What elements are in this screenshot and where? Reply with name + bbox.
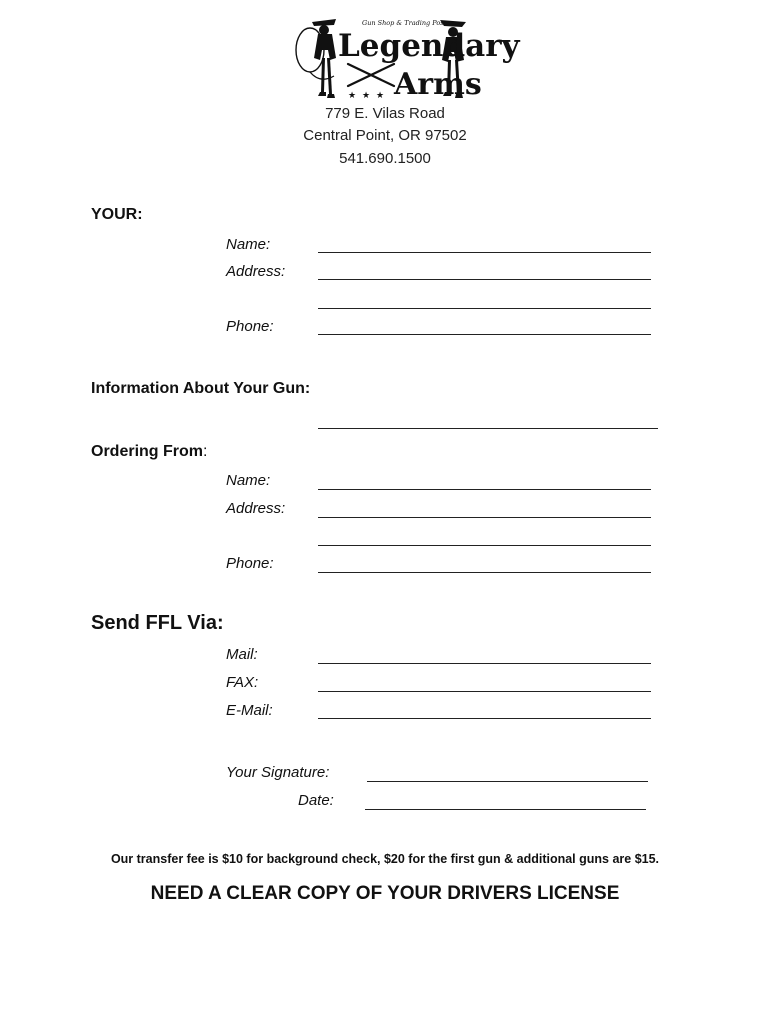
send-ffl-heading: Send FFL Via: xyxy=(91,612,224,634)
stars-icon xyxy=(348,91,384,101)
store-city: Central Point, OR 97502 xyxy=(303,127,467,144)
store-street: 779 E. Vilas Road xyxy=(325,105,445,122)
ordering-name-field[interactable] xyxy=(318,489,651,490)
store-logo xyxy=(290,14,520,102)
logo-name-line1: Legendary xyxy=(338,28,520,64)
crossed-rifles-icon xyxy=(348,64,394,86)
svg-text:★: ★ xyxy=(348,91,357,101)
date-label: Date: xyxy=(298,792,334,809)
signature-field[interactable] xyxy=(367,781,648,782)
ordering-from-heading xyxy=(91,443,207,461)
your-address-field-line2[interactable] xyxy=(318,308,651,309)
logo-graphic xyxy=(290,14,520,102)
date-field[interactable] xyxy=(365,809,646,810)
ordering-address-label: Address: xyxy=(226,500,286,517)
your-name-label: Name: xyxy=(226,236,271,253)
your-phone-field[interactable] xyxy=(318,334,651,335)
your-phone-label: Phone: xyxy=(226,318,274,335)
ffl-mail-label: Mail: xyxy=(226,646,258,663)
ordering-from-heading-colon: : xyxy=(203,443,208,460)
your-address-label: Address: xyxy=(226,263,286,280)
ffl-mail-field[interactable] xyxy=(318,663,651,664)
logo-name-line2: Arms xyxy=(394,67,482,102)
your-heading: YOUR: xyxy=(91,206,143,223)
ordering-address-field-line2[interactable] xyxy=(318,545,651,546)
ordering-name-label: Name: xyxy=(226,472,271,489)
ffl-fax-label: FAX: xyxy=(226,674,259,691)
signature-label: Your Signature: xyxy=(226,764,330,781)
your-address-field[interactable] xyxy=(318,279,651,280)
svg-text:★: ★ xyxy=(362,91,371,101)
store-phone: 541.690.1500 xyxy=(339,150,431,167)
logo-tagline: Gun Shop & Trading Post xyxy=(362,19,447,27)
ffl-email-field[interactable] xyxy=(318,718,651,719)
ordering-phone-field[interactable] xyxy=(318,572,651,573)
ffl-fax-field[interactable] xyxy=(318,691,651,692)
gun-info-heading: Information About Your Gun: xyxy=(91,380,311,397)
ordering-phone-label: Phone: xyxy=(226,555,274,572)
left-cowgirl-icon xyxy=(312,19,336,98)
ffl-email-label: E-Mail: xyxy=(226,702,273,719)
your-name-field[interactable] xyxy=(318,252,651,253)
ordering-from-heading-text: Ordering From xyxy=(91,443,204,460)
gun-info-field[interactable] xyxy=(318,428,658,429)
drivers-license-notice: NEED A CLEAR COPY OF YOUR DRIVERS LICENSE xyxy=(150,883,620,904)
ordering-address-field[interactable] xyxy=(318,517,651,518)
svg-text:★: ★ xyxy=(376,91,385,101)
transfer-fee-note: Our transfer fee is $10 for background check, $20 for the first gun & additional guns are $15. xyxy=(110,852,660,866)
